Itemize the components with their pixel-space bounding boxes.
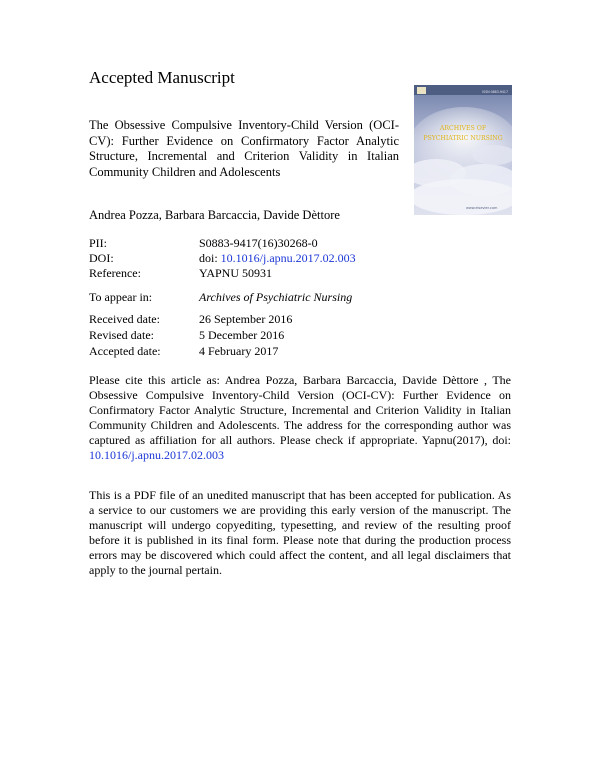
- doi-value: [199, 251, 356, 266]
- journal-cover-image: [414, 85, 512, 215]
- doi-label: DOI:: [89, 251, 114, 265]
- received-label: Received date:: [89, 312, 160, 326]
- received-date: 26 September 2016: [199, 312, 293, 326]
- journal-cover-illustration: [414, 85, 512, 215]
- pii-label: PII:: [89, 236, 107, 250]
- article-title: The Obsessive Compulsive Inventory-Child Version (OCI-CV): Further Evidence on Confirmatory Factor Analytic Structure, Incremental and Criterion Validity in Italian Community Children and Adolescents: [89, 118, 399, 179]
- appear-label: To appear in:: [89, 290, 153, 304]
- cover-journal-line1: ARCHIVES OF: [439, 125, 487, 132]
- revised-date: 5 December 2016: [199, 328, 285, 342]
- accepted-date: 4 February 2017: [199, 344, 279, 358]
- cover-issn: ISSN 0883-9417: [482, 90, 508, 94]
- accepted-label: Accepted date:: [89, 344, 161, 358]
- cover-bottom-text: www.elsevier.com: [466, 206, 498, 210]
- publisher-logo-icon: [417, 87, 426, 94]
- page-heading: Accepted Manuscript: [89, 68, 235, 87]
- citation-paragraph: [89, 373, 511, 463]
- citation-doi-link[interactable]: 10.1016/j.apnu.2017.02.003: [89, 448, 224, 462]
- journal-name: Archives of Psychiatric Nursing: [199, 290, 353, 304]
- doi-link[interactable]: 10.1016/j.apnu.2017.02.003: [220, 251, 356, 265]
- cover-journal-line2: PSYCHIATRIC NURSING: [423, 135, 503, 142]
- notice-paragraph: This is a PDF file of an unedited manuscript that has been accepted for publication. As a service to our customers we are providing this early version of the manuscript. The manuscript will undergo copyediting, typesetting, and review of the resulting proof before it is published in its final form. Please note that during the production process errors may be discovered which could affect the content, and all legal disclaimers that apply to the journal pertain.: [89, 488, 511, 577]
- pii-value: S0883-9417(16)30268-0: [199, 236, 318, 250]
- citation-text: Please cite this article as: Andrea Pozza, Barbara Barcaccia, Davide Dèttore , The Obsessive Compulsive Inventory-Child Version (OCI-CV): Further Evidence on Confirmatory Factor Analytic Structure, Incremental and Criterion Validity in Italian Community Children and Adolescents. The address for the corresponding author was captured as affiliation for all authors. Please check if appropriate. Yapnu(2017), doi:: [89, 373, 511, 447]
- reference-label: Reference:: [89, 266, 141, 280]
- article-authors: Andrea Pozza, Barbara Barcaccia, Davide Dèttore: [89, 208, 340, 222]
- reference-value: YAPNU 50931: [199, 266, 273, 280]
- revised-label: Revised date:: [89, 328, 154, 342]
- doi-prefix: doi:: [199, 251, 218, 265]
